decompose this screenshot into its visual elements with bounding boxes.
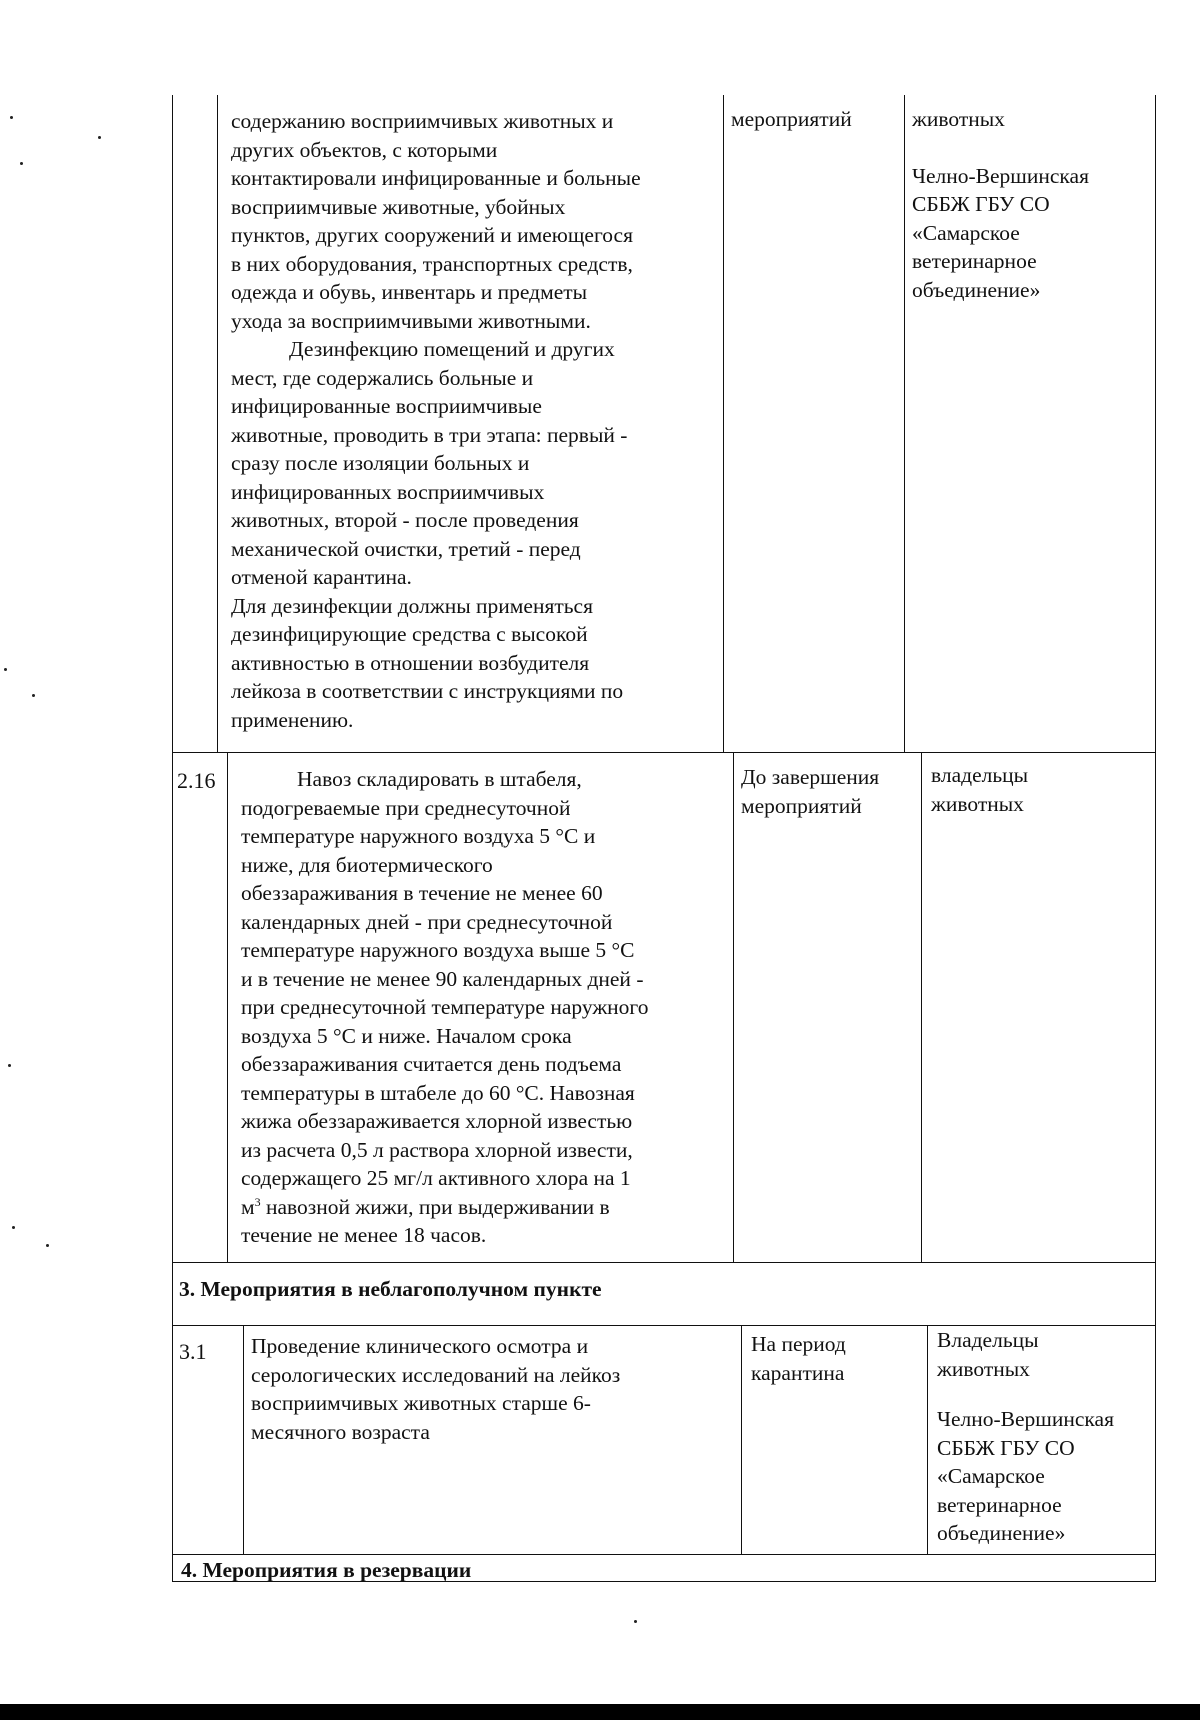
text-line: подогреваемые при среднесуточной: [241, 795, 571, 820]
text-line: месячного возраста: [251, 1419, 430, 1444]
section-title: 4. Мероприятия в резервации: [181, 1558, 472, 1582]
text-line: Проведение клинического осмотра и: [251, 1334, 589, 1358]
scan-speck: [46, 1244, 49, 1247]
text-line: при среднесуточной температуре наружного: [241, 995, 649, 1019]
text-line: ветеринарное: [912, 249, 1037, 273]
text-line: СББЖ ГБУ СО: [937, 1435, 1075, 1460]
text-line: календарных дней - при среднесуточной: [241, 909, 613, 934]
text-line: температуре наружного воздуха выше 5 °С: [241, 938, 635, 962]
text-line: активностью в отношении возбудителя: [231, 650, 590, 675]
responsible-organization: [937, 1405, 1157, 1548]
text-line: Челно-Вершинская: [912, 163, 1089, 188]
text-line: Владельцы: [937, 1328, 1039, 1352]
text-line: карантина: [751, 1360, 845, 1385]
responsible-owners: животных: [912, 107, 1005, 131]
text-line: обеззараживания считается день подъема: [241, 1052, 622, 1076]
row-number-cell: [173, 767, 227, 1262]
deadline-text: мероприятий: [731, 107, 852, 131]
text-line: животных: [931, 791, 1024, 816]
text-line: в них оборудования, транспортных средств,: [231, 251, 633, 276]
table-row-continued: [172, 95, 1156, 753]
text-fragment: навозной жижи, при выдерживании в: [260, 1194, 610, 1219]
deadline-cell: [733, 763, 921, 1262]
scan-speck: [12, 1226, 15, 1229]
description-paragraph-3: [231, 592, 719, 735]
text-line: других объектов, с которыми: [231, 137, 498, 162]
text-line: Дезинфекцию помещений и других: [289, 337, 615, 361]
text-line: животных, второй - после проведения: [231, 508, 579, 532]
table-row-3-1: [172, 1325, 1156, 1555]
text-line: восприимчивые животные, убойных: [231, 194, 566, 219]
text-line: [241, 1193, 729, 1222]
text-line: владельцы: [931, 763, 1029, 787]
text-line: содержащего 25 мг/л активного хлора на 1: [241, 1166, 631, 1190]
text-line: Для дезинфекции должны применяться: [231, 593, 593, 618]
scan-speck: [98, 136, 101, 139]
text-line: течение не менее 18 часов.: [241, 1223, 487, 1247]
scan-speck: [10, 116, 13, 119]
text-line: инфицированных восприимчивых: [231, 479, 545, 504]
text-line: температуры в штабеле до 60 °С. Навозная: [241, 1080, 635, 1105]
text-line: животных: [937, 1356, 1030, 1381]
text-line: ухода за восприимчивыми животными.: [231, 308, 591, 333]
text-line: серологических исследований на лейкоз: [251, 1362, 621, 1387]
text-line: и в течение не менее 90 календарных дней -: [241, 966, 644, 991]
text-line: одежда и обувь, инвентарь и предметы: [231, 280, 588, 304]
text-line: содержанию восприимчивых животных и: [231, 109, 614, 133]
text-line: из расчета 0,5 л раствора хлорной извести,: [241, 1137, 633, 1162]
text-line: ветеринарное: [937, 1492, 1062, 1517]
text-line: мероприятий: [741, 793, 862, 818]
text-line: животные, проводить в три этапа: первый -: [231, 422, 628, 447]
text-line: Челно-Вершинская: [937, 1407, 1114, 1431]
text-line: воздуха 5 °С и ниже. Началом срока: [241, 1023, 572, 1048]
text-line: СББЖ ГБУ СО: [912, 192, 1050, 216]
row-number-cell: [173, 1338, 243, 1554]
deadline-cell: [741, 1330, 927, 1554]
section-header-row: [172, 1262, 1156, 1326]
text-line: восприимчивых животных старше 6-: [251, 1391, 591, 1415]
scan-speck: [20, 162, 23, 165]
scan-speck: [8, 1064, 11, 1067]
scan-speck: [634, 1620, 637, 1623]
description-paragraph-2: [231, 335, 719, 592]
text-line: лейкоза в соответствии с инструкциями по: [231, 679, 624, 703]
text-line: ниже, для биотермического: [241, 852, 493, 877]
text-line: объединение»: [937, 1521, 1066, 1545]
text-line: объединение»: [912, 277, 1041, 302]
text-line: «Самарское: [937, 1464, 1045, 1488]
text-line: На период: [751, 1332, 846, 1356]
responsible-cell: [921, 761, 1157, 1262]
responsible-owners: [937, 1326, 1157, 1383]
text-line: До завершения: [741, 765, 880, 789]
text-line: пунктов, других сооружений и имеющегося: [231, 223, 633, 247]
text-line: дезинфицирующие средства с высокой: [231, 622, 588, 646]
measure-description-cell: [251, 1332, 735, 1554]
section-header-row: [172, 1554, 1156, 1582]
text-line: жижа обеззараживается хлорной известью: [241, 1109, 633, 1133]
scan-edge-bar: [0, 1704, 1200, 1720]
text-line: температуре наружного воздуха 5 °С и: [241, 824, 596, 848]
scan-speck: [4, 668, 7, 671]
scan-speck: [32, 694, 35, 697]
responsible-cell: [904, 105, 1157, 752]
deadline-cell: [723, 105, 904, 752]
text-line: применению.: [231, 707, 354, 732]
row-number: 3.1: [179, 1339, 207, 1364]
text-line: «Самарское: [912, 220, 1020, 245]
text-line: механической очистки, третий - перед: [231, 536, 581, 561]
row-number: 2.16: [177, 768, 216, 793]
responsible-cell: [927, 1326, 1157, 1554]
unit-exponent: 3: [254, 1194, 261, 1209]
description-paragraph-1: [231, 107, 719, 335]
measure-description-cell: [241, 765, 729, 1262]
text-line: сразу после изоляции больных и: [231, 451, 530, 475]
table-row-2-16: [172, 752, 1156, 1263]
unit-cubic-meter: м: [241, 1194, 255, 1219]
section-title: 3. Мероприятия в неблагополучном пункте: [179, 1277, 602, 1301]
measure-description-cell: [231, 107, 719, 752]
text-line: обеззараживания в течение не менее 60: [241, 881, 603, 905]
text-line: контактировали инфицированные и больные: [231, 166, 641, 190]
text-line: отменой карантина.: [231, 565, 412, 589]
text-line: инфицированные восприимчивые: [231, 394, 542, 418]
text-line: мест, где содержались больные и: [231, 365, 534, 390]
text-line: Навоз складировать в штабеля,: [297, 767, 582, 791]
responsible-organization: [912, 162, 1157, 305]
